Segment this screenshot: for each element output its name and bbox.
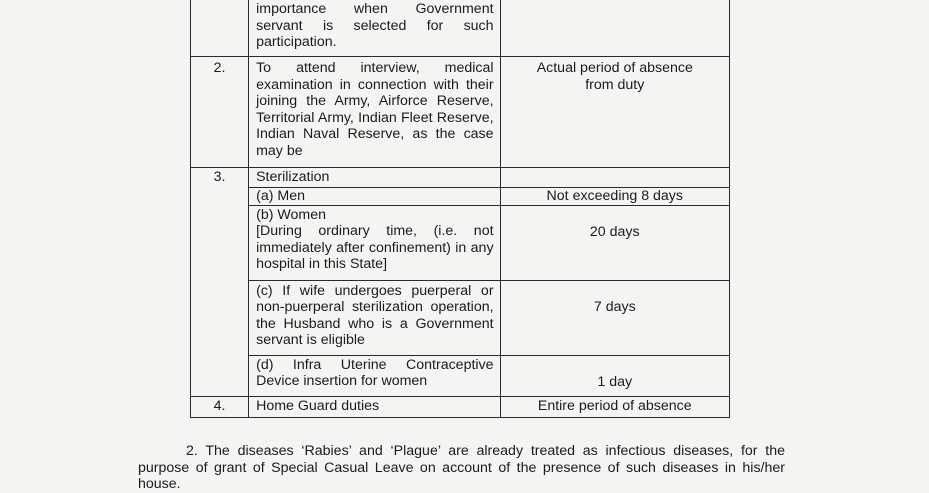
duration-cell — [500, 188, 729, 206]
table-row-3-heading — [191, 168, 730, 188]
description-cell — [249, 57, 500, 168]
row-4-text: Home Guard duties — [256, 397, 380, 414]
table-row-2 — [191, 57, 730, 168]
table-row-3d — [191, 355, 730, 396]
description-cell — [249, 168, 500, 188]
duration-cell — [500, 396, 729, 417]
duration-cell — [500, 355, 729, 396]
row-3c-text: (c) If wife undergoes puerperal or non-puerperal sterilization operation, the Husband who is a Government servant is eligible — [256, 282, 494, 348]
description-cell — [249, 396, 500, 417]
duration-cell — [500, 280, 729, 355]
row-3b-text: [During ordinary time, (i.e. not immediately after confinement) in any hospital in this State] — [256, 223, 494, 272]
description-cell — [249, 188, 500, 206]
special-casual-leave-table — [190, 0, 730, 418]
duration-cell — [500, 205, 729, 280]
serial-number-cell — [191, 0, 249, 57]
row-3a-duration: Not exceeding 8 days — [546, 188, 683, 204]
row-3b-title: (b) Women — [256, 206, 326, 223]
duration-cell — [500, 57, 729, 168]
serial-number-cell — [191, 57, 249, 168]
description-cell — [249, 205, 500, 280]
table-row-3c — [191, 280, 730, 355]
row-4-serial: 4. — [213, 397, 226, 414]
row-3-serial: 3. — [213, 169, 226, 185]
description-cell — [249, 355, 500, 396]
table-row-3a — [191, 188, 730, 206]
row-3c-duration: 7 days — [593, 298, 636, 315]
row-3d-text: (d) Infra Uterine Contraceptive Device insertion for women — [256, 356, 494, 389]
row-3b-duration: 20 days — [589, 223, 640, 240]
diseases-paragraph: 2. The diseases ‘Rabies’ and ‘Plague’ are already treated as infectious diseases, for the purpose of grant of Special Casual Leave on account of the presence of such diseases in his/her house. — [138, 443, 785, 492]
table-row-4 — [191, 396, 730, 417]
row-2-text: To attend interview, medical examination in connection with their joining the Army, Airforce Reserve, Territorial Army, Indian Fleet Reserve, Indian Naval Reserve, as the case may be — [256, 60, 494, 159]
description-cell — [249, 0, 500, 57]
description-cell — [249, 280, 500, 355]
table-row-3b — [191, 205, 730, 280]
row-2-duration: Actual period of absence from duty — [536, 60, 693, 93]
serial-number-cell — [191, 168, 249, 397]
sterilization-heading: Sterilization — [256, 169, 330, 185]
duration-cell — [500, 0, 729, 57]
duration-cell — [500, 168, 729, 188]
row-3a-text: (a) Men — [256, 188, 305, 204]
serial-number-cell — [191, 396, 249, 417]
row-2-serial: 2. — [213, 60, 226, 76]
table-row-1 — [191, 0, 730, 57]
row-3d-duration: 1 day — [597, 373, 633, 390]
row-4-duration: Entire period of absence — [537, 397, 692, 414]
row-1-text: importance when Government servant is selected for such participation. — [256, 1, 494, 50]
